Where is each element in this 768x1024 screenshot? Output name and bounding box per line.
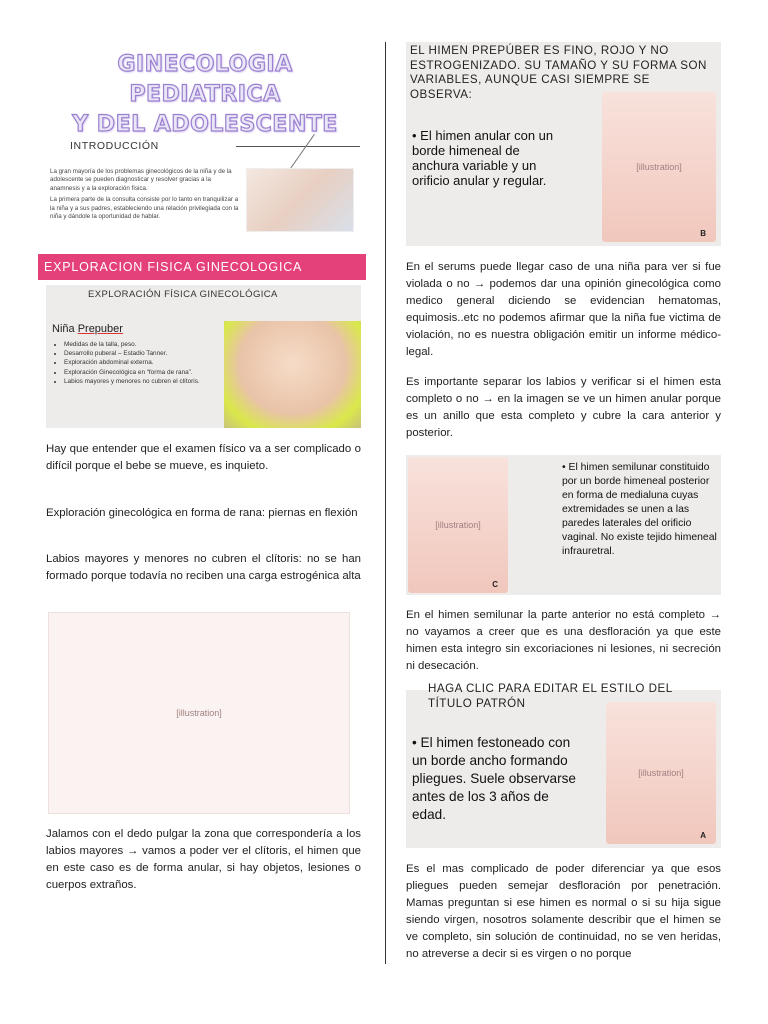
exam-illustration-placeholder: [illustration] (176, 708, 222, 718)
list-item: • Labios mayores y menores no cubren el clítoris. (64, 378, 224, 386)
intro-text (50, 168, 240, 224)
subtitle-prefix: Niña (52, 323, 78, 335)
festooned-illustration-placeholder: [illustration] (638, 768, 684, 778)
intro-rule (236, 146, 360, 147)
slide-semilunar-hymen (406, 455, 721, 595)
exam-illustration (48, 612, 350, 814)
slide-festooned-hymen (406, 682, 721, 848)
slide-semilunar-bullet: • El himen semilunar constituido por un borde himeneal posterior en forma de medialuna cuyas extremidades se unen a las paredes laterales del orificio vaginal. No existe tejido himeneal infrauretral. (562, 462, 717, 557)
paragraph-frog-position: Exploración ginecológica en forma de rana: piernas en flexión (46, 507, 358, 519)
intro-heading: INTRODUCCIÓN (70, 140, 159, 152)
subtitle-underlined: Prepuber (77, 323, 123, 335)
paragraph-labia: Labios mayores y menores no cubren el clítoris: no se han formado porque todavía no reciben una carga estrogénica alta (46, 553, 361, 582)
intro-paragraph-1: La gran mayoría de los problemas ginecológicos de la niña y de la adolescente se pueden diagnosticar y resolver gracias a la anamnesis y a la exploración física. (50, 168, 232, 192)
baby-photo (224, 321, 361, 428)
festooned-hymen-illustration (606, 702, 716, 844)
slide-annular-bullet: • El himen anular con un borde himeneal de anchura variable y un orificio anular y regular. (412, 128, 554, 188)
figure-caption: A (700, 831, 706, 840)
semilunar-hymen-illustration (408, 457, 508, 593)
paragraph-thumb-technique: Jalamos con el dedo pulgar la zona que correspondería a los labios mayores → vamos a poder ver el clítoris, el himen que en este caso es de forma anular, si hay objetos, lesiones o cuerpos extraños. (46, 828, 361, 891)
intro-paragraph-2: La primera parte de la consulta consiste por lo tanto en tranquilizar a la niña y a sus padres, estableciendo una relación privilegiada con la niña y dándole la oportunidad de hablar. (50, 196, 239, 221)
figure-caption: B (700, 229, 706, 238)
section-heading: EXPLORACION FISICA GINECOLOGICA (38, 254, 366, 280)
list-item: • Exploración Ginecológica en “forma de rana”. (64, 369, 224, 377)
page-title (40, 50, 370, 140)
list-item: • Medidas de la talla, peso. (64, 341, 224, 349)
paragraph-semilunar: En el himen semilunar la parte anterior no está completo → no vayamos a creer que es una desfloración ya que este himen esta integro sin excoriaciones ni lesiones, ni secreción ni desecación. (406, 609, 721, 672)
paragraph-exam-difficulty: Hay que entender que el examen físico va a ser complicado o difícil porque el bebe se mueve, es inquieto. (46, 443, 361, 472)
list-item: • Exploración abdominal externa. (64, 359, 224, 367)
slide-annular-heading: EL HIMEN PREPÚBER ES FINO, ROJO Y NO ESTROGENIZADO. SU TAMAÑO Y SU FORMA SON VARIABLES, AUNQUE CASI SIEMPRE SE OBSERVA: (410, 44, 707, 101)
intro-slide (46, 132, 361, 246)
annular-hymen-illustration (602, 92, 716, 242)
slide-annular-hymen (406, 42, 721, 246)
exploration-bullets (46, 341, 224, 387)
exploration-slide-heading: EXPLORACIÓN FÍSICA GINECOLÓGICA (88, 289, 278, 300)
column-divider (385, 42, 386, 964)
list-item: • Desarrollo puberal – Estadio Tanner. (64, 350, 224, 358)
exploration-slide-subtitle (52, 323, 123, 335)
title-line-1: GINECOLOGIA PEDIATRICA (117, 52, 293, 107)
paragraph-separate-labia: Es importante separar los labios y verificar si el himen esta completo o no → en la imagen se ve un himen anular porque es un anillo que esta completo y cubre la cara anterior y posterior. (406, 376, 721, 439)
slide-festooned-bullet: • El himen festoneado con un borde ancho formando pliegues. Suele observarse antes de los 3 años de edad. (412, 735, 576, 822)
exploration-slide (46, 285, 361, 428)
paragraph-festooned: Es el mas complicado de poder diferenciar ya que esos pliegues pueden semejar desfloración por penetración. Mamas preguntan si ese himen es normal o si su hija sigue siendo virgen, nosotros solamente describir que el himen se ve completo, sin solución de continuidad, no se ven heridas, no atreverse a decir si es virgen o no porque (406, 863, 721, 960)
figure-caption: C (492, 580, 498, 589)
annular-illustration-placeholder: [illustration] (636, 162, 682, 172)
title-line-2: Y DEL ADOLESCENTE (72, 112, 338, 137)
slide-festooned-heading: HAGA CLIC PARA EDITAR EL ESTILO DEL TÍTULO PATRÓN (428, 682, 673, 710)
paragraph-serums: En el serums puede llegar caso de una niña para ver si fue violada o no → podemos dar una opinión ginecológica como medico general diciendo se evidencian hematomas, equimosis..etc no podemos afirmar que la niña fue victima de violación, no es nuestra obligación emitir un informe médico-legal. (406, 261, 721, 358)
semilunar-illustration-placeholder: [illustration] (435, 520, 481, 530)
intro-photo (246, 168, 354, 232)
